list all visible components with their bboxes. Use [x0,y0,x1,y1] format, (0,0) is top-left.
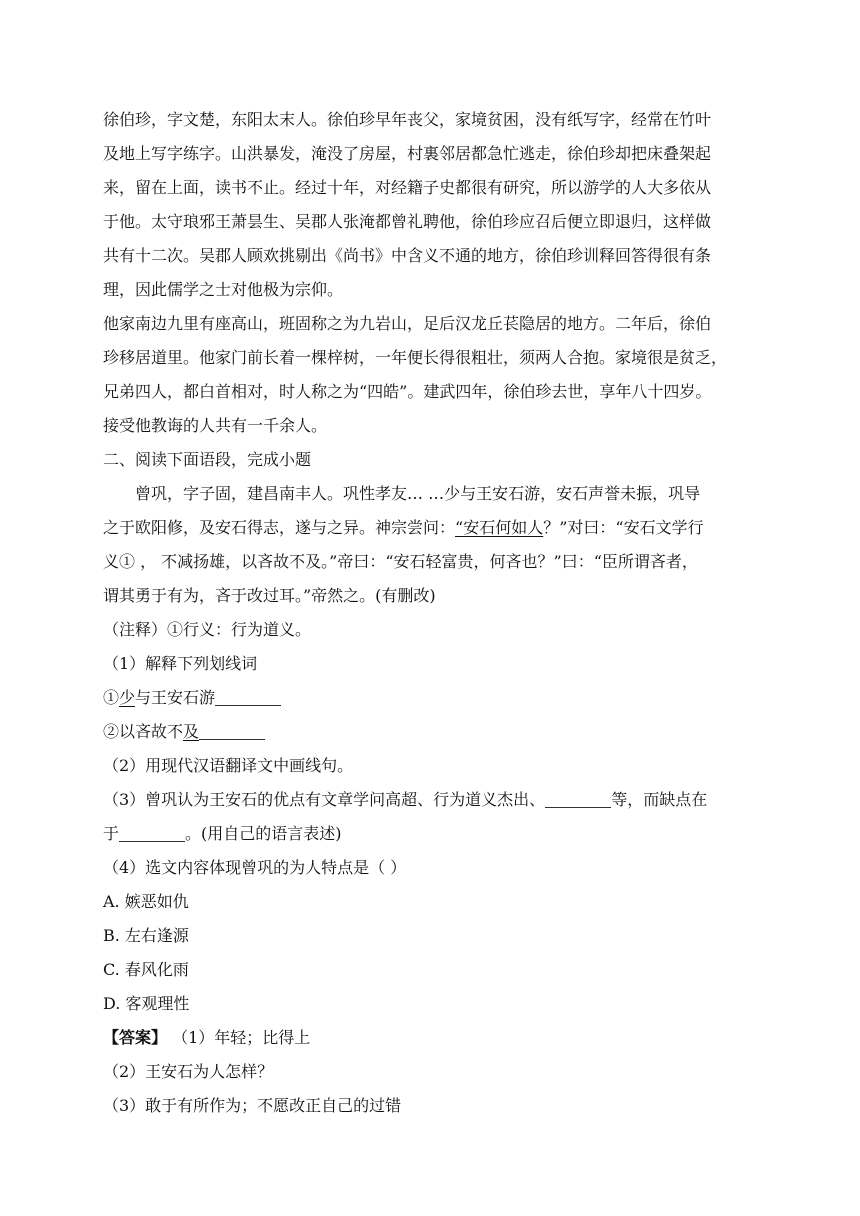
passage-line: 徐伯珍，字文楚，东阳太末人。徐伯珍早年丧父，家境贫困，没有纸写字，经常在竹叶 [103,110,712,129]
answer-line [103,1021,763,1055]
passage-line: 来，留在上面，读书不止。经过十年，对经籍子史都很有研究，所以游学的人大多依从 [103,178,712,197]
answer-blank[interactable] [545,791,611,808]
passage-line: 理，因此儒学之士对他极为宗仰。 [103,280,344,299]
passage-line: 共有十二次。吴郡人顾欢挑剔出《尚书》中含义不通的地方，徐伯珍训释回答得很有条 [103,246,712,265]
item-text: ②以吝故不 [103,722,184,741]
item-text: （3）曾巩认为王安石的优点有文章学问高超、行为道义杰出、 [103,790,546,809]
item-text: ① [103,688,120,707]
option-a[interactable]: A. 嫉恶如仇 [103,892,189,911]
answer-line: （2）王安石为人怎样？ [103,1062,274,1081]
question-2: （2）用现代汉语翻译文中画线句。 [103,756,354,775]
section-heading: 二、阅读下面语段，完成小题 [103,450,312,469]
excerpt-text: ？”对曰：“安石文学行 [543,518,704,537]
question-3 [103,783,763,817]
passage-line: 他家南边九里有座高山，班固称之为九岩山，足后汉龙丘苌隐居的地方。二年后，徐伯 [103,314,712,333]
passage-line: 珍移居道里。他家门前长着一棵梓树，一年便长得很粗壮，须两人合抱。家境很是贫乏， [103,348,728,367]
underlined-sentence: “安石何如人 [455,518,544,537]
option-c[interactable]: C. 春风化雨 [103,960,189,979]
excerpt-line: 曾巩，字子固，建昌南丰人。巩性孝友… …少与王安石游，安石声誉未振，巩导 [135,484,701,503]
answer-blank[interactable] [199,723,265,740]
annotation-note: （注释）①行义：行为道义。 [103,620,312,639]
question-3-cont [103,817,763,851]
answer-blank[interactable] [119,825,185,842]
passage-line: 及地上写字练字。山洪暴发，淹没了房屋，村裏邻居都急忙逃走，徐伯珍却把床叠架起 [103,144,712,163]
item-text: 。(用自己的语言表述) [185,824,342,843]
passage-line: 于他。太守琅邪王萧昙生、吴郡人张淹都曾礼聘他，徐伯珍应召后便立即退归，这样做 [103,212,712,231]
passage-line: 兄弟四人，都白首相对，时人称之为“四皓”。建武四年，徐伯珍去世，享年八十四岁。 [103,382,712,401]
underlined-word: 及 [183,722,200,741]
document-page [103,103,763,1123]
question-1a [103,681,763,715]
item-text: 于 [103,824,120,843]
question-1: （1）解释下列划线词 [103,654,258,673]
excerpt-line [103,511,763,545]
underlined-word: 少 [119,688,136,707]
answer-text: （1）年轻；比得上 [167,1028,311,1047]
item-text: 与王安石游 [135,688,216,707]
answer-line: （3）敢于有所作为；不愿改正自己的过错 [103,1096,402,1115]
passage-line: 接受他教诲的人共有一千余人。 [103,416,328,435]
excerpt-line: 谓其勇于有为，吝于改过耳。”帝然之。(有删改) [103,586,436,605]
excerpt-text: 之于欧阳修，及安石得志，遂与之异。神宗尝问： [103,518,456,537]
question-1b [103,715,763,749]
option-b[interactable]: B. 左右逢源 [103,926,189,945]
answer-blank[interactable] [215,689,281,706]
excerpt-line: 义① ， 不减扬雄，以吝故不及。”帝曰：“安石轻富贵，何吝也？”曰：“臣所谓吝者， [103,552,698,571]
question-4: （4）选文内容体现曾巩的为人特点是（ ） [103,858,407,877]
item-text: 等，而缺点在 [611,790,708,809]
option-d[interactable]: D. 客观理性 [103,994,190,1013]
answer-label: 【答案】 [103,1028,168,1047]
